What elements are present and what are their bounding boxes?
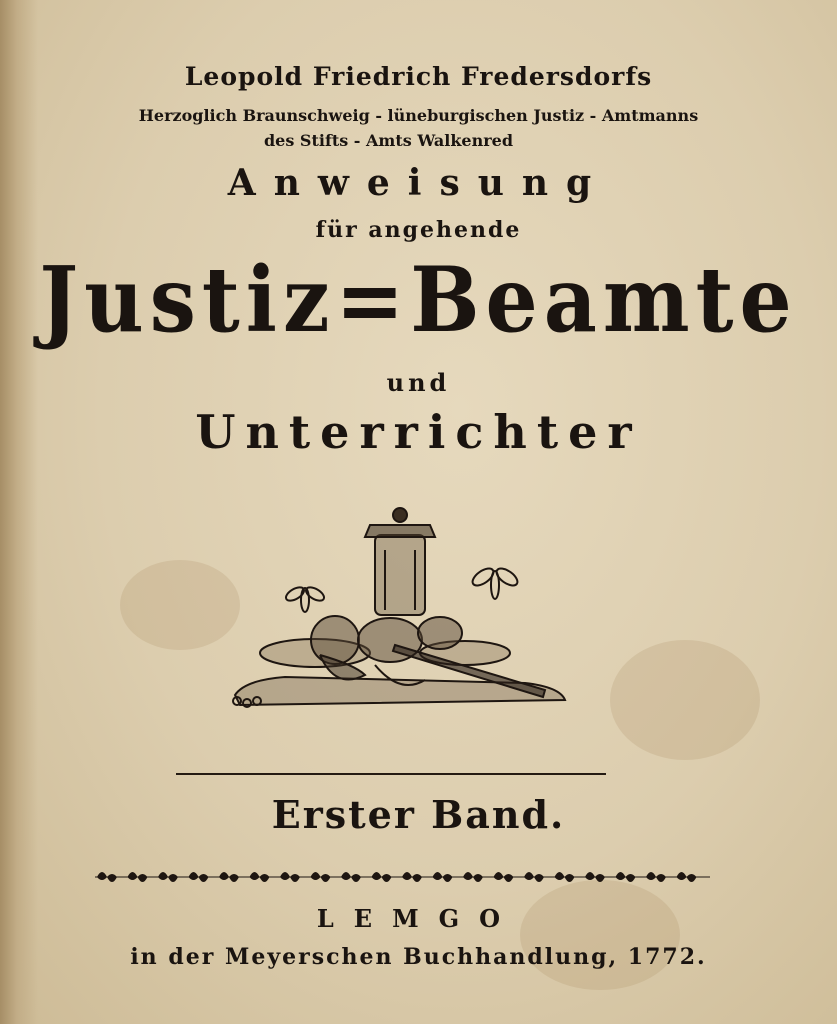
ornamental-border bbox=[95, 862, 710, 892]
ornament-scroll bbox=[524, 872, 544, 882]
volume-label: Erster Band. bbox=[271, 792, 566, 837]
still-life-vignette bbox=[225, 505, 575, 725]
ornament-scroll bbox=[555, 872, 575, 882]
paper-stain bbox=[610, 640, 760, 760]
place-of-publication: LEMGO bbox=[316, 904, 521, 933]
author-line: Leopold Friedrich Fredersdorfs bbox=[184, 62, 653, 91]
ornament-scroll bbox=[433, 872, 453, 882]
office-line-1: Herzoglich Braunschweig - lüneburgischen Justiz - Amtmanns bbox=[138, 106, 699, 125]
ornament-scroll bbox=[616, 872, 636, 882]
horizontal-rule bbox=[176, 773, 606, 775]
ornament-scroll bbox=[158, 872, 178, 882]
ornament-scroll bbox=[585, 872, 605, 882]
ornament-scroll bbox=[250, 872, 270, 882]
ornament-scroll bbox=[341, 872, 361, 882]
ornament-scroll bbox=[646, 872, 666, 882]
ornament-scroll bbox=[219, 872, 239, 882]
main-title: Justiz=Beamte bbox=[39, 247, 798, 353]
publisher-imprint: in der Meyerschen Buchhandlung, 1772. bbox=[130, 944, 707, 970]
connector-word: und bbox=[386, 368, 451, 397]
title-part-2: Unterrichter bbox=[195, 405, 642, 459]
title-part-1: Anweisung bbox=[227, 162, 610, 204]
office-line-2: des Stifts - Amts Walkenred bbox=[263, 131, 514, 150]
ornament-scroll bbox=[677, 872, 697, 882]
ornament-scroll bbox=[128, 872, 148, 882]
ornament-scroll bbox=[494, 872, 514, 882]
ornament-scroll bbox=[189, 872, 209, 882]
binding-shadow bbox=[0, 0, 38, 1024]
paper-stain bbox=[520, 880, 680, 990]
ornament-scroll bbox=[463, 872, 483, 882]
ornament-scroll bbox=[280, 872, 300, 882]
ornament-scroll bbox=[372, 872, 392, 882]
ornament-scroll bbox=[311, 872, 331, 882]
paper-stain bbox=[120, 560, 240, 650]
ornament-scroll bbox=[97, 872, 117, 882]
ornament-scroll bbox=[402, 872, 422, 882]
subtitle-part-1: für angehende bbox=[315, 217, 522, 243]
